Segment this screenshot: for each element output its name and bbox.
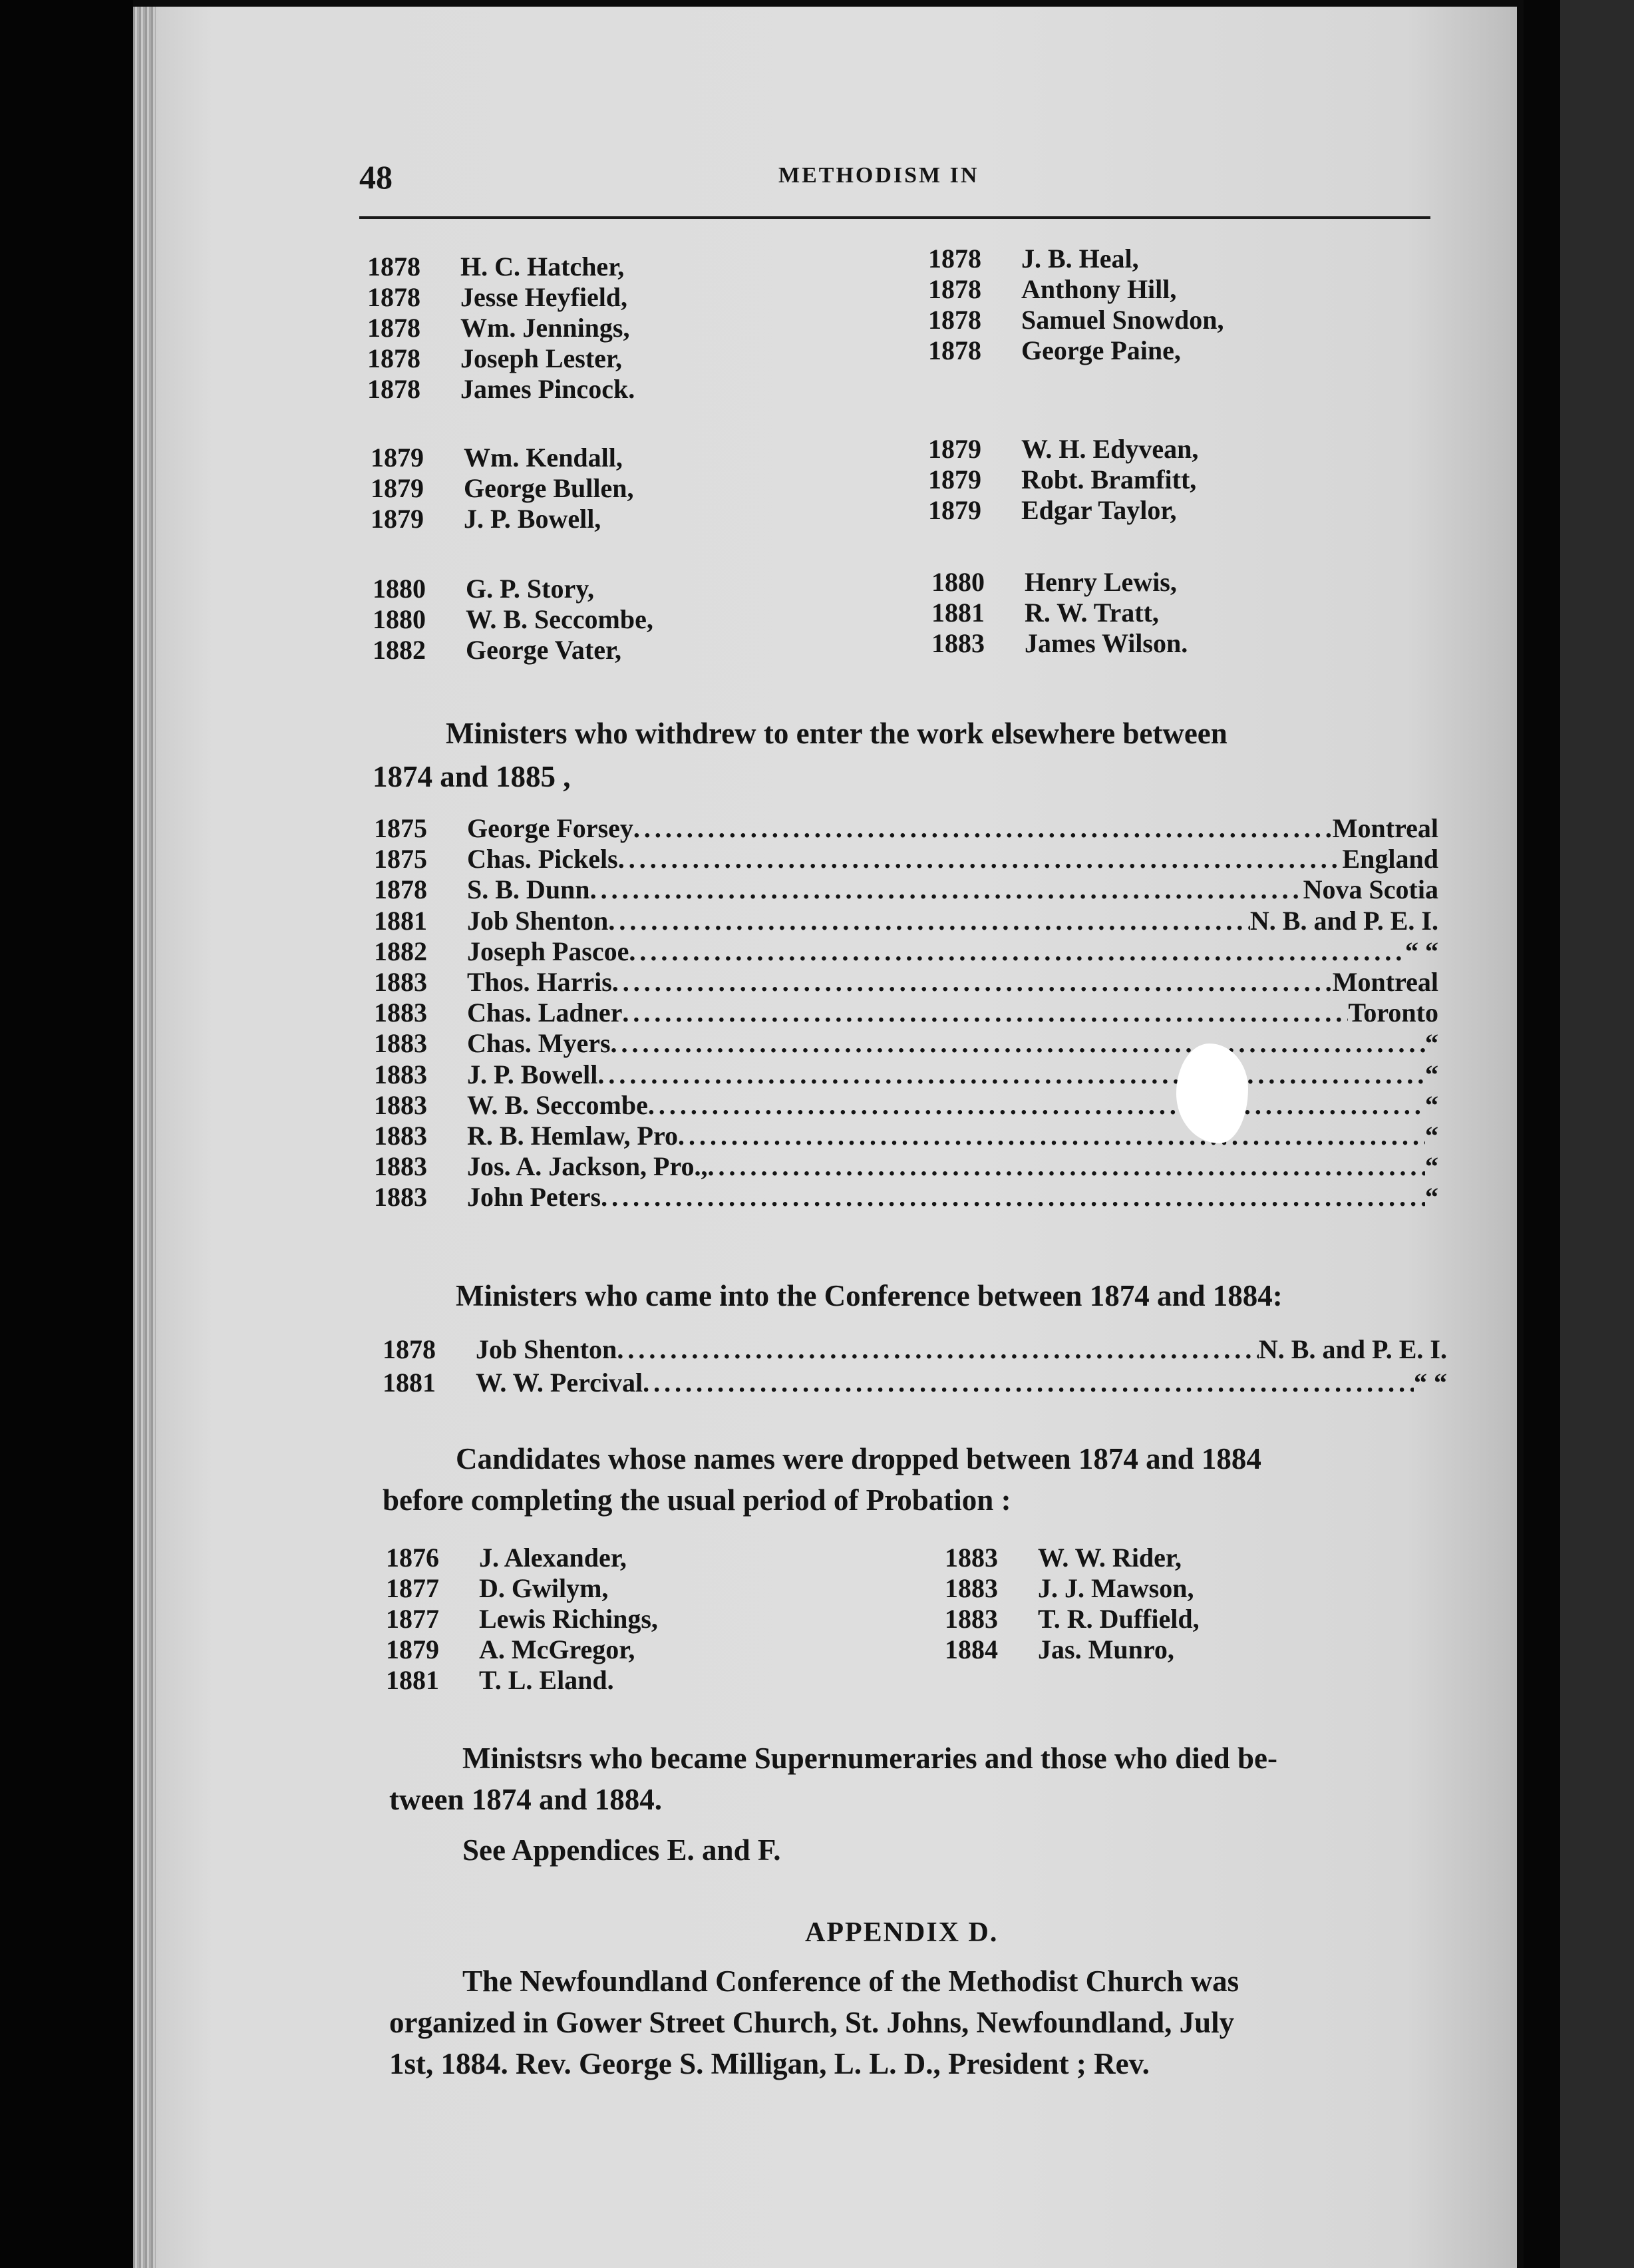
entry-year: 1878 <box>367 282 420 312</box>
running-head: METHODISM IN <box>778 163 979 188</box>
leader-dots <box>617 1334 1259 1365</box>
entry-name: Chas. Myers <box>467 1028 611 1059</box>
group3-right-entry <box>931 567 1177 598</box>
entry-year: 1879 <box>371 504 424 534</box>
entry-year: 1876 <box>386 1543 439 1573</box>
withdrew-entry <box>374 813 1438 844</box>
entry-name: J. B. Heal, <box>1021 244 1139 274</box>
page-number: 48 <box>359 158 393 196</box>
entry-name: George Bullen, <box>464 473 634 503</box>
withdrew-entry <box>374 936 1438 967</box>
entry-name: John Peters <box>467 1182 601 1213</box>
entry-place: Montreal <box>1332 813 1438 843</box>
entry-year: 1880 <box>373 604 426 634</box>
withdrew-entry <box>374 1121 1438 1151</box>
entry-name: Henry Lewis, <box>1025 567 1177 597</box>
entry-year: 1883 <box>945 1543 998 1573</box>
entry-name: W. W. Percival <box>476 1368 643 1398</box>
entry-name: James Wilson. <box>1025 628 1188 658</box>
entry-name: T. R. Duffield, <box>1038 1604 1200 1634</box>
withdrew-entry <box>374 998 1438 1028</box>
appendix-line2: organized in Gower Street Church, St. Johns, Newfoundland, July <box>389 2006 1235 2039</box>
group2-left-entry <box>371 504 601 534</box>
group3-right-entry <box>931 628 1188 659</box>
entry-name: D. Gwilym, <box>479 1573 609 1603</box>
entry-year: 1879 <box>928 465 981 494</box>
leader-dots <box>633 813 1333 844</box>
entry-name: Jas. Munro, <box>1038 1634 1174 1664</box>
entry-year: 1883 <box>374 967 427 997</box>
entry-year: 1883 <box>931 628 985 658</box>
entry-place: N. B. and P. E. I. <box>1249 905 1438 936</box>
entry-year: 1883 <box>374 1028 427 1059</box>
entry-year: 1883 <box>374 1151 427 1182</box>
withdrew-entry <box>374 967 1438 998</box>
entry-place: N. B. and P. E. I. <box>1258 1334 1447 1364</box>
withdrew-entry <box>374 844 1438 874</box>
entry-place: Toronto <box>1348 998 1438 1028</box>
dropped-left-entry <box>386 1604 658 1634</box>
group3-left-entry <box>373 574 594 604</box>
entry-year: 1880 <box>373 574 426 604</box>
entry-name: Edgar Taylor, <box>1021 495 1177 525</box>
dropped-heading-line1: Candidates whose names were dropped between 1874 and 1884 <box>456 1442 1261 1475</box>
withdrew-entry <box>374 1151 1438 1182</box>
group1-left-entry <box>367 252 624 282</box>
see-appendices: See Appendices E. and F. <box>462 1833 781 1867</box>
group2-right-entry <box>928 495 1176 526</box>
entry-name: Samuel Snowdon, <box>1021 305 1224 335</box>
entry-name: J. J. Mawson, <box>1038 1573 1194 1603</box>
leader-dots <box>611 1028 1425 1059</box>
leader-dots <box>648 1090 1425 1121</box>
group3-left-entry <box>373 635 621 665</box>
entry-name: W. W. Rider, <box>1038 1543 1182 1573</box>
appendix-title: APPENDIX D. <box>805 1917 999 1948</box>
withdrew-heading-line2: 1874 and 1885 , <box>373 760 571 793</box>
entry-name: S. B. Dunn <box>467 874 590 905</box>
entry-place: Montreal <box>1332 967 1438 997</box>
entry-year: 1878 <box>367 343 420 373</box>
group3-right-entry <box>931 598 1159 628</box>
entry-year: 1878 <box>928 335 981 365</box>
entry-year: 1878 <box>367 252 420 282</box>
entry-name: Jos. A. Jackson, Pro., <box>467 1151 708 1182</box>
came-into-heading: Ministers who came into the Conference between 1874 and 1884: <box>456 1279 1283 1312</box>
dropped-right-entry <box>945 1543 1182 1573</box>
group1-left-entry <box>367 282 627 313</box>
entry-name: Job Shenton <box>467 905 609 936</box>
entry-year: 1878 <box>367 374 420 404</box>
entry-year: 1883 <box>374 1121 427 1151</box>
entry-year: 1879 <box>386 1634 439 1664</box>
leader-dots <box>612 967 1333 998</box>
entry-name: J. P. Bowell, <box>464 504 601 534</box>
group1-right-entry <box>928 305 1224 335</box>
appendix-line3: 1st, 1884. Rev. George S. Milligan, L. L. D., President ; Rev. <box>389 2047 1150 2080</box>
entry-name: George Forsey <box>467 813 633 843</box>
page-text <box>359 150 1450 210</box>
entry-name: George Vater, <box>466 635 622 665</box>
entry-place: “ “ <box>1414 1368 1447 1398</box>
group2-left-entry <box>371 443 623 473</box>
entry-year: 1883 <box>945 1573 998 1603</box>
entry-name: G. P. Story, <box>466 574 594 604</box>
entry-year: 1881 <box>383 1368 436 1398</box>
entry-name: J. Alexander, <box>479 1543 627 1573</box>
entry-year: 1883 <box>374 1059 427 1089</box>
entry-name: W. H. Edyvean, <box>1021 434 1199 464</box>
entry-year: 1875 <box>374 813 427 843</box>
supernumeraries-line1: Ministsrs who became Supernumeraries and those who died be- <box>462 1742 1278 1775</box>
leader-dots <box>622 998 1348 1028</box>
entry-year: 1882 <box>374 936 427 966</box>
withdrew-heading-line1: Ministers who withdrew to enter the work elsewhere between <box>446 717 1227 750</box>
entry-year: 1879 <box>371 443 424 472</box>
dropped-left-entry <box>386 1573 608 1604</box>
entry-name: W. B. Seccombe <box>467 1089 648 1120</box>
entry-name: W. B. Seccombe, <box>466 604 653 634</box>
entry-name: George Paine, <box>1021 335 1181 365</box>
entry-place: “ <box>1425 1028 1438 1059</box>
entry-year: 1877 <box>386 1573 439 1603</box>
entry-name: Joseph Lester, <box>460 343 622 373</box>
entry-name: Wm. Jennings, <box>460 313 630 343</box>
entry-year: 1879 <box>928 434 981 464</box>
page-header <box>359 150 1450 210</box>
entry-name: Joseph Pascoe <box>467 936 629 966</box>
leader-dots <box>590 874 1303 905</box>
entry-place: “ <box>1425 1182 1438 1213</box>
entry-name: R. W. Tratt, <box>1025 598 1159 628</box>
entry-year: 1881 <box>386 1665 439 1695</box>
entry-name: R. B. Hemlaw, Pro <box>467 1121 679 1151</box>
entry-name: Lewis Richings, <box>479 1604 658 1634</box>
withdrew-entry <box>374 1059 1438 1090</box>
entry-year: 1877 <box>386 1604 439 1634</box>
dropped-left-entry <box>386 1634 635 1665</box>
entry-year: 1878 <box>928 244 981 274</box>
entry-place: England <box>1342 844 1438 874</box>
entry-name: Jesse Heyfield, <box>460 282 628 312</box>
entry-year: 1878 <box>383 1334 436 1364</box>
entry-name: James Pincock. <box>460 374 635 404</box>
leader-dots <box>601 1182 1425 1213</box>
group1-left-entry <box>367 343 622 374</box>
entry-name: J. P. Bowell <box>467 1059 598 1089</box>
entry-year: 1883 <box>945 1604 998 1634</box>
leader-dots <box>618 844 1343 874</box>
group1-right-entry <box>928 274 1176 305</box>
header-rule <box>359 216 1430 219</box>
leader-dots <box>629 936 1405 967</box>
withdrew-entry <box>374 1028 1438 1059</box>
group2-right-entry <box>928 465 1196 495</box>
entry-name: Chas. Pickels <box>467 844 618 874</box>
group3-left-entry <box>373 604 653 635</box>
withdrew-entry <box>374 906 1438 936</box>
leader-dots <box>597 1059 1425 1090</box>
supernumeraries-line2: tween 1874 and 1884. <box>389 1783 663 1816</box>
entry-name: A. McGregor, <box>479 1634 635 1664</box>
group1-right-entry <box>928 335 1181 366</box>
group2-right-entry <box>928 434 1198 465</box>
entry-year: 1875 <box>374 844 427 874</box>
entry-year: 1883 <box>374 1182 427 1213</box>
entry-year: 1881 <box>931 598 985 628</box>
leader-dots <box>708 1151 1425 1182</box>
withdrew-entry <box>374 874 1438 905</box>
entry-place: “ “ <box>1405 936 1438 966</box>
entry-name: Anthony Hill, <box>1021 274 1177 304</box>
group1-left-entry <box>367 374 635 405</box>
entry-place: “ <box>1425 1089 1438 1120</box>
entry-year: 1882 <box>373 635 426 665</box>
came-into-entry <box>383 1368 1447 1398</box>
withdrew-entry <box>374 1182 1438 1213</box>
entry-name: Job Shenton <box>476 1334 617 1364</box>
entry-year: 1883 <box>374 1089 427 1120</box>
entry-year: 1883 <box>374 998 427 1028</box>
withdrew-entry <box>374 1090 1438 1121</box>
entry-year: 1879 <box>928 495 981 525</box>
entry-place: “ <box>1425 1059 1438 1089</box>
entry-year: 1878 <box>374 874 427 905</box>
leader-dots <box>678 1121 1425 1151</box>
dropped-left-entry <box>386 1543 627 1573</box>
entry-year: 1881 <box>374 905 427 936</box>
leader-dots <box>608 906 1250 936</box>
entry-year: 1878 <box>367 313 420 343</box>
dropped-right-entry <box>945 1573 1194 1604</box>
dropped-right-entry <box>945 1634 1174 1665</box>
appendix-line1: The Newfoundland Conference of the Methodist Church was <box>462 1965 1239 1998</box>
entry-name: T. L. Eland. <box>479 1665 614 1695</box>
dropped-heading-line2: before completing the usual period of Probation : <box>383 1483 1011 1517</box>
group2-left-entry <box>371 473 634 504</box>
entry-year: 1880 <box>931 567 985 597</box>
entry-name: Robt. Bramfitt, <box>1021 465 1197 494</box>
dropped-left-entry <box>386 1665 614 1696</box>
entry-name: Chas. Ladner <box>467 998 623 1028</box>
entry-name: Wm. Kendall, <box>464 443 623 472</box>
entry-name: H. C. Hatcher, <box>460 252 625 282</box>
group1-right-entry <box>928 244 1139 274</box>
entry-name: Thos. Harris <box>467 967 612 997</box>
entry-year: 1878 <box>928 305 981 335</box>
group1-left-entry <box>367 313 630 343</box>
entry-place: “ <box>1425 1151 1438 1182</box>
entry-place: Nova Scotia <box>1303 874 1438 905</box>
book-gutter <box>0 0 133 2268</box>
dropped-right-entry <box>945 1604 1200 1634</box>
adjacent-page-strip <box>1560 0 1634 2268</box>
entry-year: 1878 <box>928 274 981 304</box>
leader-dots <box>643 1368 1414 1398</box>
came-into-entry <box>383 1334 1447 1365</box>
page-edge <box>133 7 156 2268</box>
entry-year: 1879 <box>371 473 424 503</box>
entry-year: 1884 <box>945 1634 998 1664</box>
entry-place: “ <box>1425 1121 1438 1151</box>
